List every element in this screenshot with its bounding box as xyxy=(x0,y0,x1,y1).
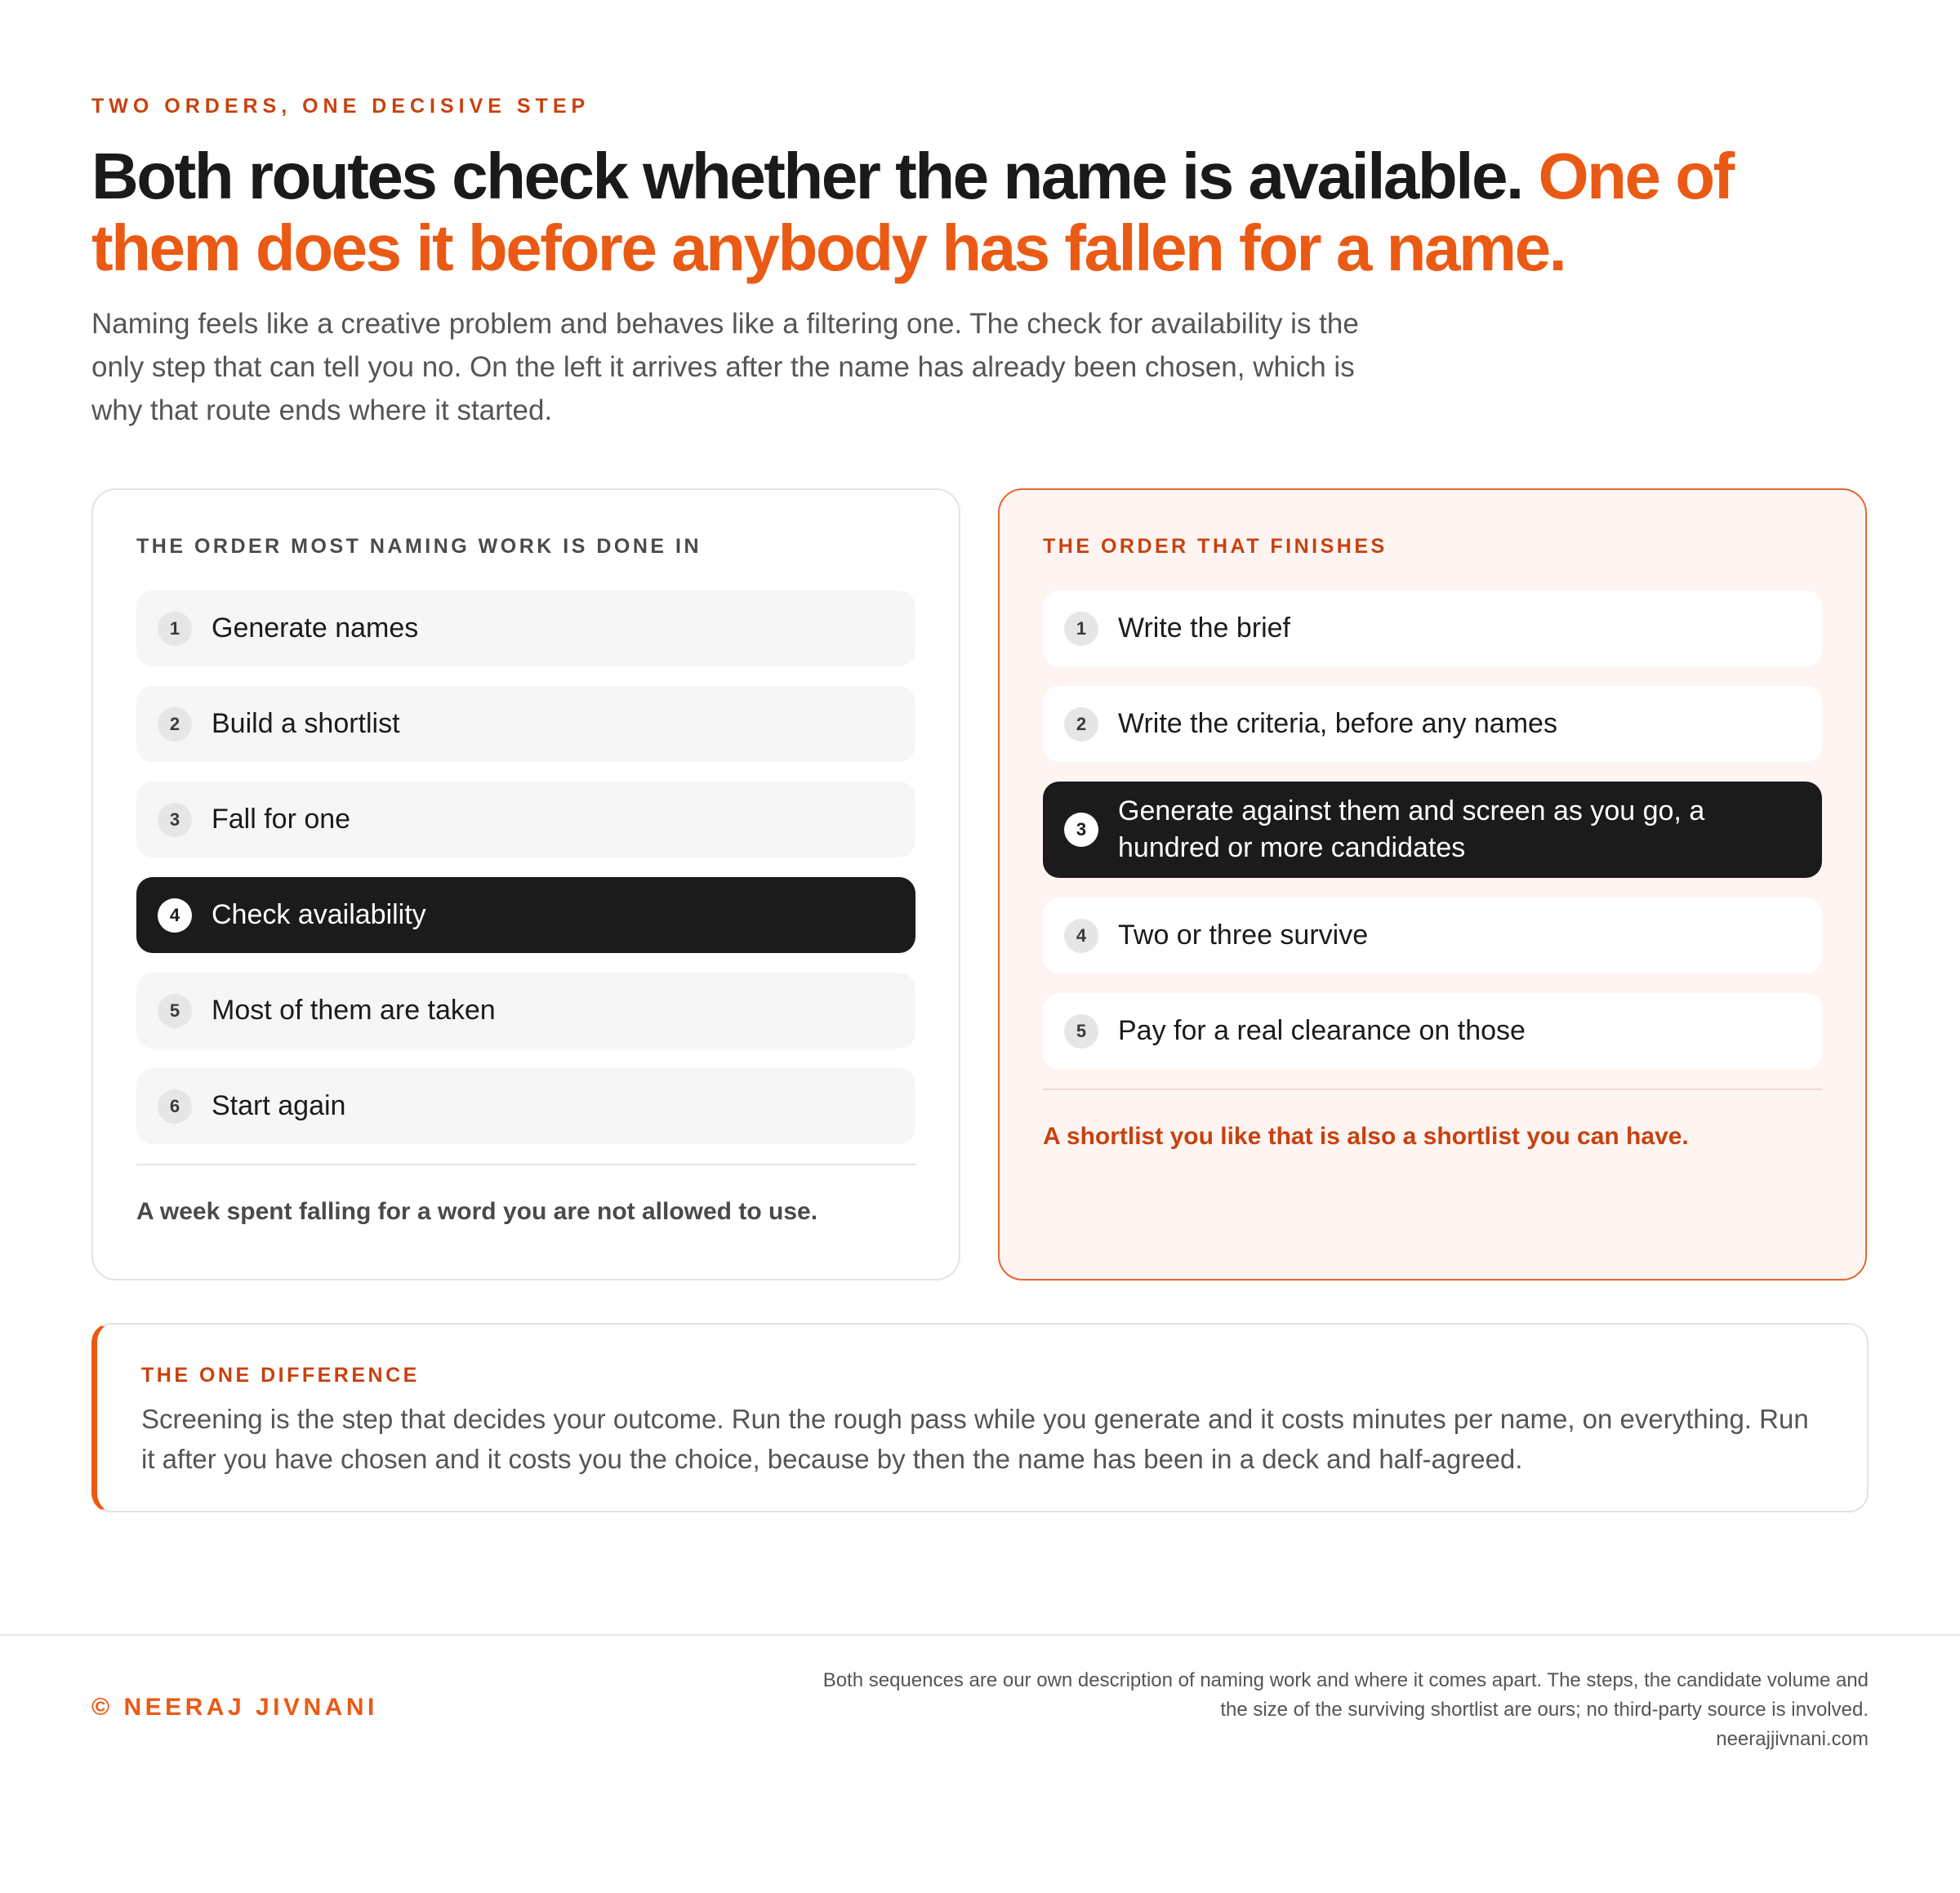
callout-body: Screening is the step that decides your outcome. Run the rough pass while you generate and it costs minutes per name, on everything. Run it after you have chosen and it costs you the choice, because by then the name has been in a deck and half-agreed. xyxy=(141,1404,1809,1474)
step-number-badge: 4 xyxy=(1064,919,1098,953)
step-label: Most of them are taken xyxy=(212,995,496,1026)
step-label: Pay for a real clearance on those xyxy=(1118,1015,1526,1046)
step-number-badge: 1 xyxy=(1064,612,1098,646)
card-outcome: A shortlist you like that is also a shortlist you can have. xyxy=(1043,1123,1689,1150)
eyebrow: TWO ORDERS, ONE DECISIVE STEP xyxy=(91,95,590,118)
step-item xyxy=(136,590,915,666)
step-number-badge: 5 xyxy=(1064,1014,1098,1049)
headline-accent: One of them does it before anybody has fallen for a name. xyxy=(91,140,1733,284)
step-label: Check availability xyxy=(212,899,426,930)
step-list xyxy=(136,590,915,1144)
step-label: Fall for one xyxy=(212,804,351,835)
step-number-badge: 1 xyxy=(158,612,192,646)
step-item xyxy=(1043,686,1822,762)
step-label: Two or three survive xyxy=(1118,920,1369,951)
step-item xyxy=(1043,898,1822,973)
step-label: Build a shortlist xyxy=(212,708,400,739)
card-title: THE ORDER THAT FINISHES xyxy=(1043,535,1388,558)
step-label: Write the brief xyxy=(1118,612,1291,644)
step-item xyxy=(136,973,915,1049)
divider xyxy=(1043,1089,1822,1090)
finishing-order-card xyxy=(998,488,1867,1281)
step-item xyxy=(136,1068,915,1144)
step-item-highlighted xyxy=(136,877,915,953)
card-title: THE ORDER MOST NAMING WORK IS DONE IN xyxy=(136,535,702,558)
callout-title: THE ONE DIFFERENCE xyxy=(141,1364,420,1387)
card-outcome: A week spent falling for a word you are not allowed to use. xyxy=(136,1198,818,1225)
step-label: Generate names xyxy=(212,612,419,644)
step-number-badge: 2 xyxy=(1064,707,1098,742)
source-line: Both sequences are our own description of naming work and where it comes apart. The steps, the candidate volume and xyxy=(822,1669,1869,1691)
step-label: Write the criteria, before any names xyxy=(1118,708,1557,739)
source-note xyxy=(725,1666,1869,1754)
step-item xyxy=(1043,993,1822,1069)
step-number-badge: 3 xyxy=(158,803,192,837)
step-label: Start again xyxy=(212,1090,346,1121)
divider xyxy=(136,1164,915,1165)
step-item xyxy=(136,782,915,857)
step-item xyxy=(136,686,915,762)
source-line: the size of the surviving shortlist are ours; no third-party source is involved. xyxy=(1220,1699,1869,1721)
brand-credit: © NEERAJ JIVNANI xyxy=(91,1694,378,1721)
source-url: neerajjivnani.com xyxy=(1716,1728,1869,1750)
step-number-badge: 2 xyxy=(158,707,192,742)
step-item xyxy=(1043,590,1822,666)
step-label: Generate against them and screen as you go, a hundred or more candidates xyxy=(1118,795,1705,863)
footer-divider xyxy=(0,1634,1960,1636)
headline-lead: Both routes check whether the name is available. xyxy=(91,140,1539,212)
common-order-card xyxy=(91,488,960,1281)
step-list xyxy=(1043,590,1822,1069)
difference-callout xyxy=(91,1323,1869,1512)
step-number-badge: 3 xyxy=(1064,813,1098,847)
step-item-highlighted xyxy=(1043,782,1822,878)
step-number-badge: 5 xyxy=(158,994,192,1028)
lede-paragraph: Naming feels like a creative problem and behaves like a filtering one. The check for availability is the only step that can tell you no. On the left it arrives after the name has already been chosen, which is why that route ends where it started. xyxy=(91,308,1359,426)
step-number-badge: 4 xyxy=(158,898,192,933)
step-number-badge: 6 xyxy=(158,1089,192,1124)
page-headline xyxy=(91,140,1855,284)
